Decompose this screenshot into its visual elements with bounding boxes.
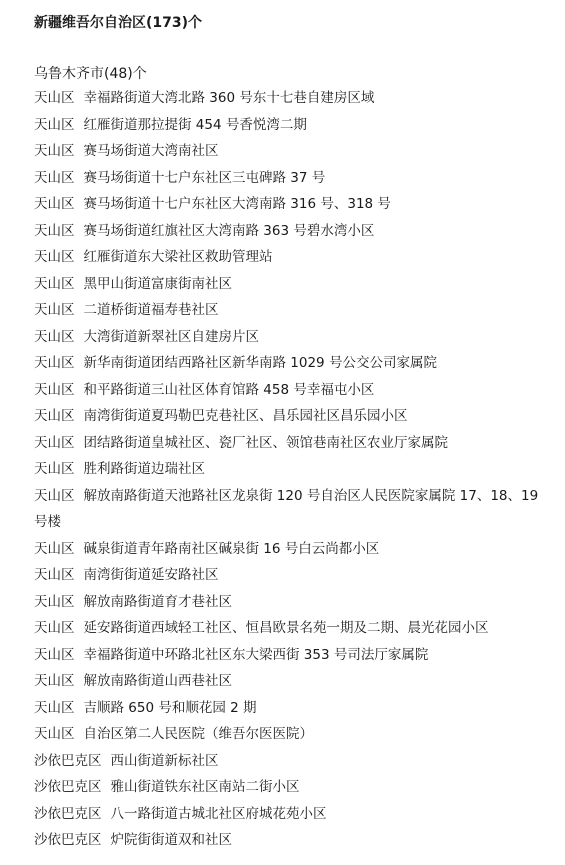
address-text: 延安路街道西域轻工社区、恒昌欧景名苑一期及二期、晨光花园小区 [83,620,489,636]
address-entry [34,589,555,616]
address-entry [34,642,555,669]
address-text: 雅山街道铁东社区南站二街小区 [110,779,300,795]
address-entry [34,695,555,722]
address-list [34,85,555,854]
address-entry [34,801,555,828]
district-name: 天山区 [34,726,75,742]
address-entry [34,297,555,324]
district-name: 天山区 [34,408,75,424]
address-entry [34,112,555,139]
address-entry [34,748,555,775]
district-name: 天山区 [34,222,75,239]
district-name: 天山区 [34,116,75,133]
district-name: 天山区 [34,169,75,186]
address-text: 和平路街道三山社区体育馆路 458 号幸福屯小区 [83,381,375,398]
address-text: 南湾街街道延安路社区 [83,567,219,583]
district-name: 天山区 [34,275,75,292]
address-text: 八一路街道古城北社区府城花苑小区 [110,805,327,822]
address-entry [34,827,555,854]
address-text: 胜利路街道边瑞社区 [83,461,205,477]
district-name: 天山区 [34,461,75,477]
district-name: 沙依巴克区 [34,752,102,769]
address-text: 团结路街道皇城社区、瓷厂社区、领馆巷南社区农业厅家属院 [83,434,448,451]
address-text: 炉院街街道双和社区 [110,832,232,848]
address-text: 红雁街道那拉提街 454 号香悦湾二期 [83,116,307,133]
address-entry [34,721,555,748]
district-name: 天山区 [34,249,75,265]
district-name: 天山区 [34,593,75,610]
address-entry [34,138,555,165]
address-entry [34,668,555,695]
district-name: 天山区 [34,328,75,345]
district-name: 沙依巴克区 [34,779,102,795]
address-entry [34,403,555,430]
address-text: 西山街道新标社区 [110,752,219,769]
address-entry [34,165,555,192]
address-entry [34,562,555,589]
address-text: 解放南路街道山西巷社区 [83,673,232,689]
address-entry [34,774,555,801]
address-entry [34,218,555,245]
district-name: 天山区 [34,540,75,557]
address-text: 幸福路街道中环路北社区东大梁西街 353 号司法厅家属院 [83,646,429,663]
district-name: 天山区 [34,646,75,663]
address-text: 新华南街道团结西路社区新华南路 1029 号公交公司家属院 [83,355,437,371]
district-name: 天山区 [34,143,75,159]
district-name: 天山区 [34,567,75,583]
district-name: 天山区 [34,699,75,716]
address-text: 南湾街街道夏玛勒巴克巷社区、昌乐园社区昌乐园小区 [83,408,408,424]
district-name: 天山区 [34,355,75,371]
district-name: 天山区 [34,90,75,106]
address-text: 红雁街道东大梁社区救助管理站 [83,249,273,265]
address-text: 赛马场街道十七户东社区三屯碑路 37 号 [83,169,326,186]
address-entry [34,85,555,112]
district-name: 沙依巴克区 [34,832,102,848]
address-text: 赛马场街道十七户东社区大湾南路 316 号、318 号 [83,196,391,212]
district-name: 天山区 [34,381,75,398]
address-entry [34,430,555,457]
address-text: 大湾街道新翠社区自建房片区 [83,328,259,345]
district-name: 天山区 [34,196,75,212]
district-name: 沙依巴克区 [34,805,102,822]
address-entry [34,377,555,404]
address-text: 解放南路街道天池路社区龙泉街 120 号自治区人民医院家属院 17、18、19 号楼 [34,487,539,530]
address-entry [34,191,555,218]
district-name: 天山区 [34,487,75,504]
address-entry [34,483,555,536]
city-heading: 乌鲁木齐市(48)个 [34,66,147,82]
region-heading: 新疆维吾尔自治区(173)个 [34,15,203,31]
address-text: 解放南路街道育才巷社区 [83,593,232,610]
address-text: 赛马场街道大湾南社区 [83,143,219,159]
district-name: 天山区 [34,434,75,451]
address-entry [34,244,555,271]
address-text: 二道桥街道福寿巷社区 [83,302,219,318]
address-entry [34,324,555,351]
address-text: 吉顺路 650 号和顺花园 2 期 [83,699,257,716]
address-text: 幸福路街道大湾北路 360 号东十七巷自建房区域 [83,90,375,106]
address-text: 自治区第二人民医院（维吾尔医医院） [83,726,313,742]
address-entry [34,271,555,298]
address-text: 黑甲山街道富康街南社区 [83,275,232,292]
document-body [34,0,555,854]
address-text: 碱泉街道青年路南社区碱泉街 16 号白云尚都小区 [83,540,380,557]
address-entry [34,615,555,642]
address-entry [34,536,555,563]
district-name: 天山区 [34,302,75,318]
address-text: 赛马场街道红旗社区大湾南路 363 号碧水湾小区 [83,222,375,239]
district-name: 天山区 [34,673,75,689]
address-entry [34,350,555,377]
address-entry [34,456,555,483]
district-name: 天山区 [34,620,75,636]
